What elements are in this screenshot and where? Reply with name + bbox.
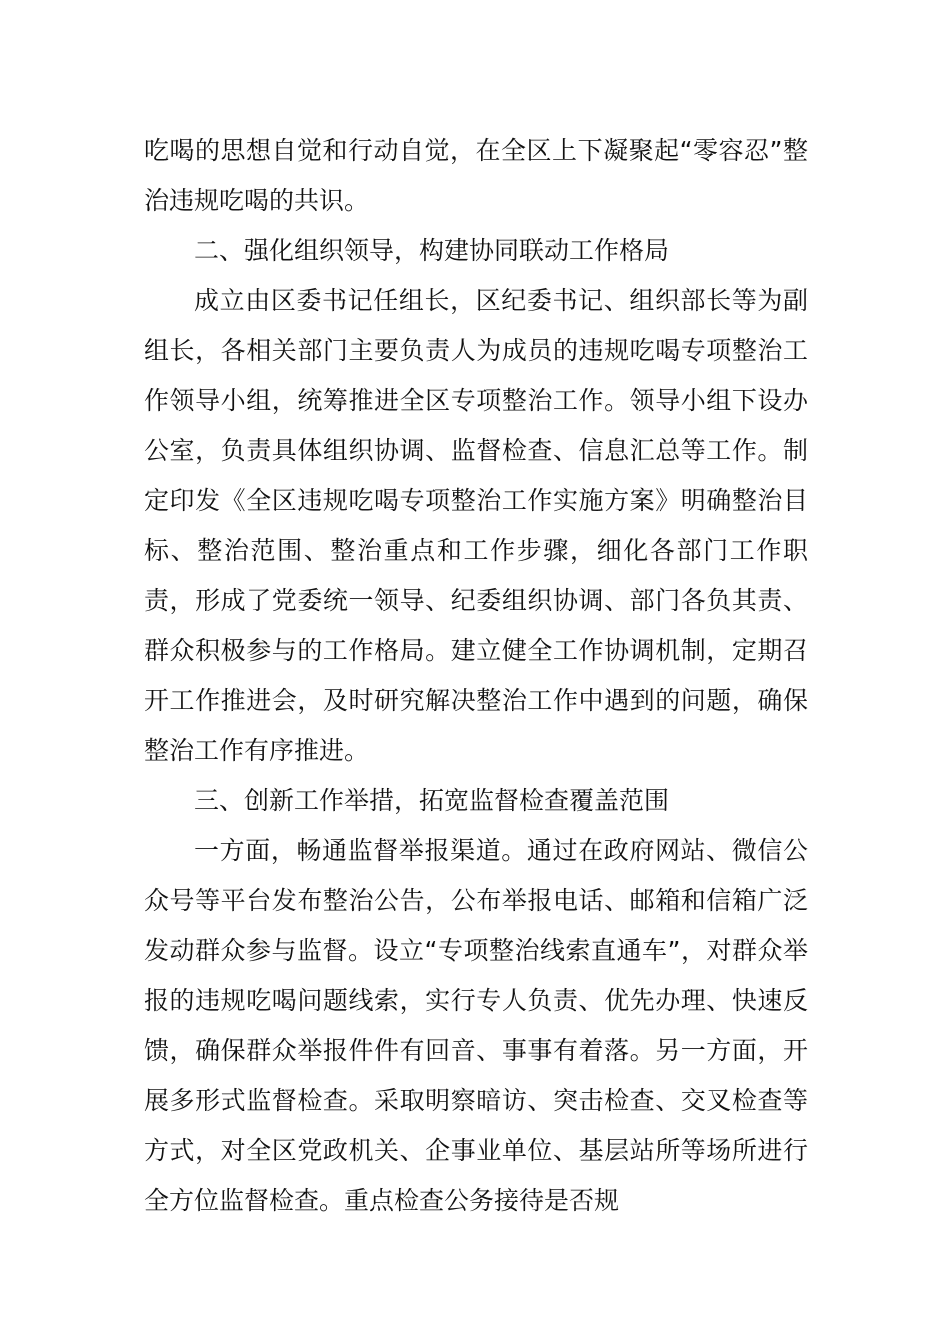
section-heading-2: 二、强化组织领导，构建协同联动工作格局 [194, 236, 670, 265]
paragraph-continuation: 吃喝的思想自觉和行动自觉，在全区上下凝聚起“零容忍”整治违规吃喝的共识。 [144, 136, 808, 215]
paragraph-supervision: 一方面，畅通监督举报渠道。通过在政府网站、微信公众号等平台发布整治公告，公布举报电话、邮箱和信箱广泛发动群众参与监督。设立“专项整治线索直通车”，对群众举报的违规吃喝问题线索，实行专人负责、优先办理、快速反馈，确保群众举报件件有回音、事事有着落。另一方面，开展多形式监督检查。采取明察暗访、突击检查、交叉检查等方式，对全区党政机关、企事业单位、基层站所等场所进行全方位监督检查。重点检查公务接待是否规 [144, 836, 808, 1215]
document-body [144, 126, 808, 1226]
paragraph-organization: 成立由区委书记任组长，区纪委书记、组织部长等为副组长，各相关部门主要负责人为成员的违规吃喝专项整治工作领导小组，统筹推进全区专项整治工作。领导小组下设办公室，负责具体组织协调、监督检查、信息汇总等工作。制定印发《全区违规吃喝专项整治工作实施方案》明确整治目标、整治范围、整治重点和工作步骤，细化各部门工作职责，形成了党委统一领导、纪委组织协调、部门各负其责、群众积极参与的工作格局。建立健全工作协调机制，定期召开工作推进会，及时研究解决整治工作中遇到的问题，确保整治工作有序推进。 [144, 286, 808, 765]
section-heading-3: 三、创新工作举措，拓宽监督检查覆盖范围 [194, 786, 670, 815]
